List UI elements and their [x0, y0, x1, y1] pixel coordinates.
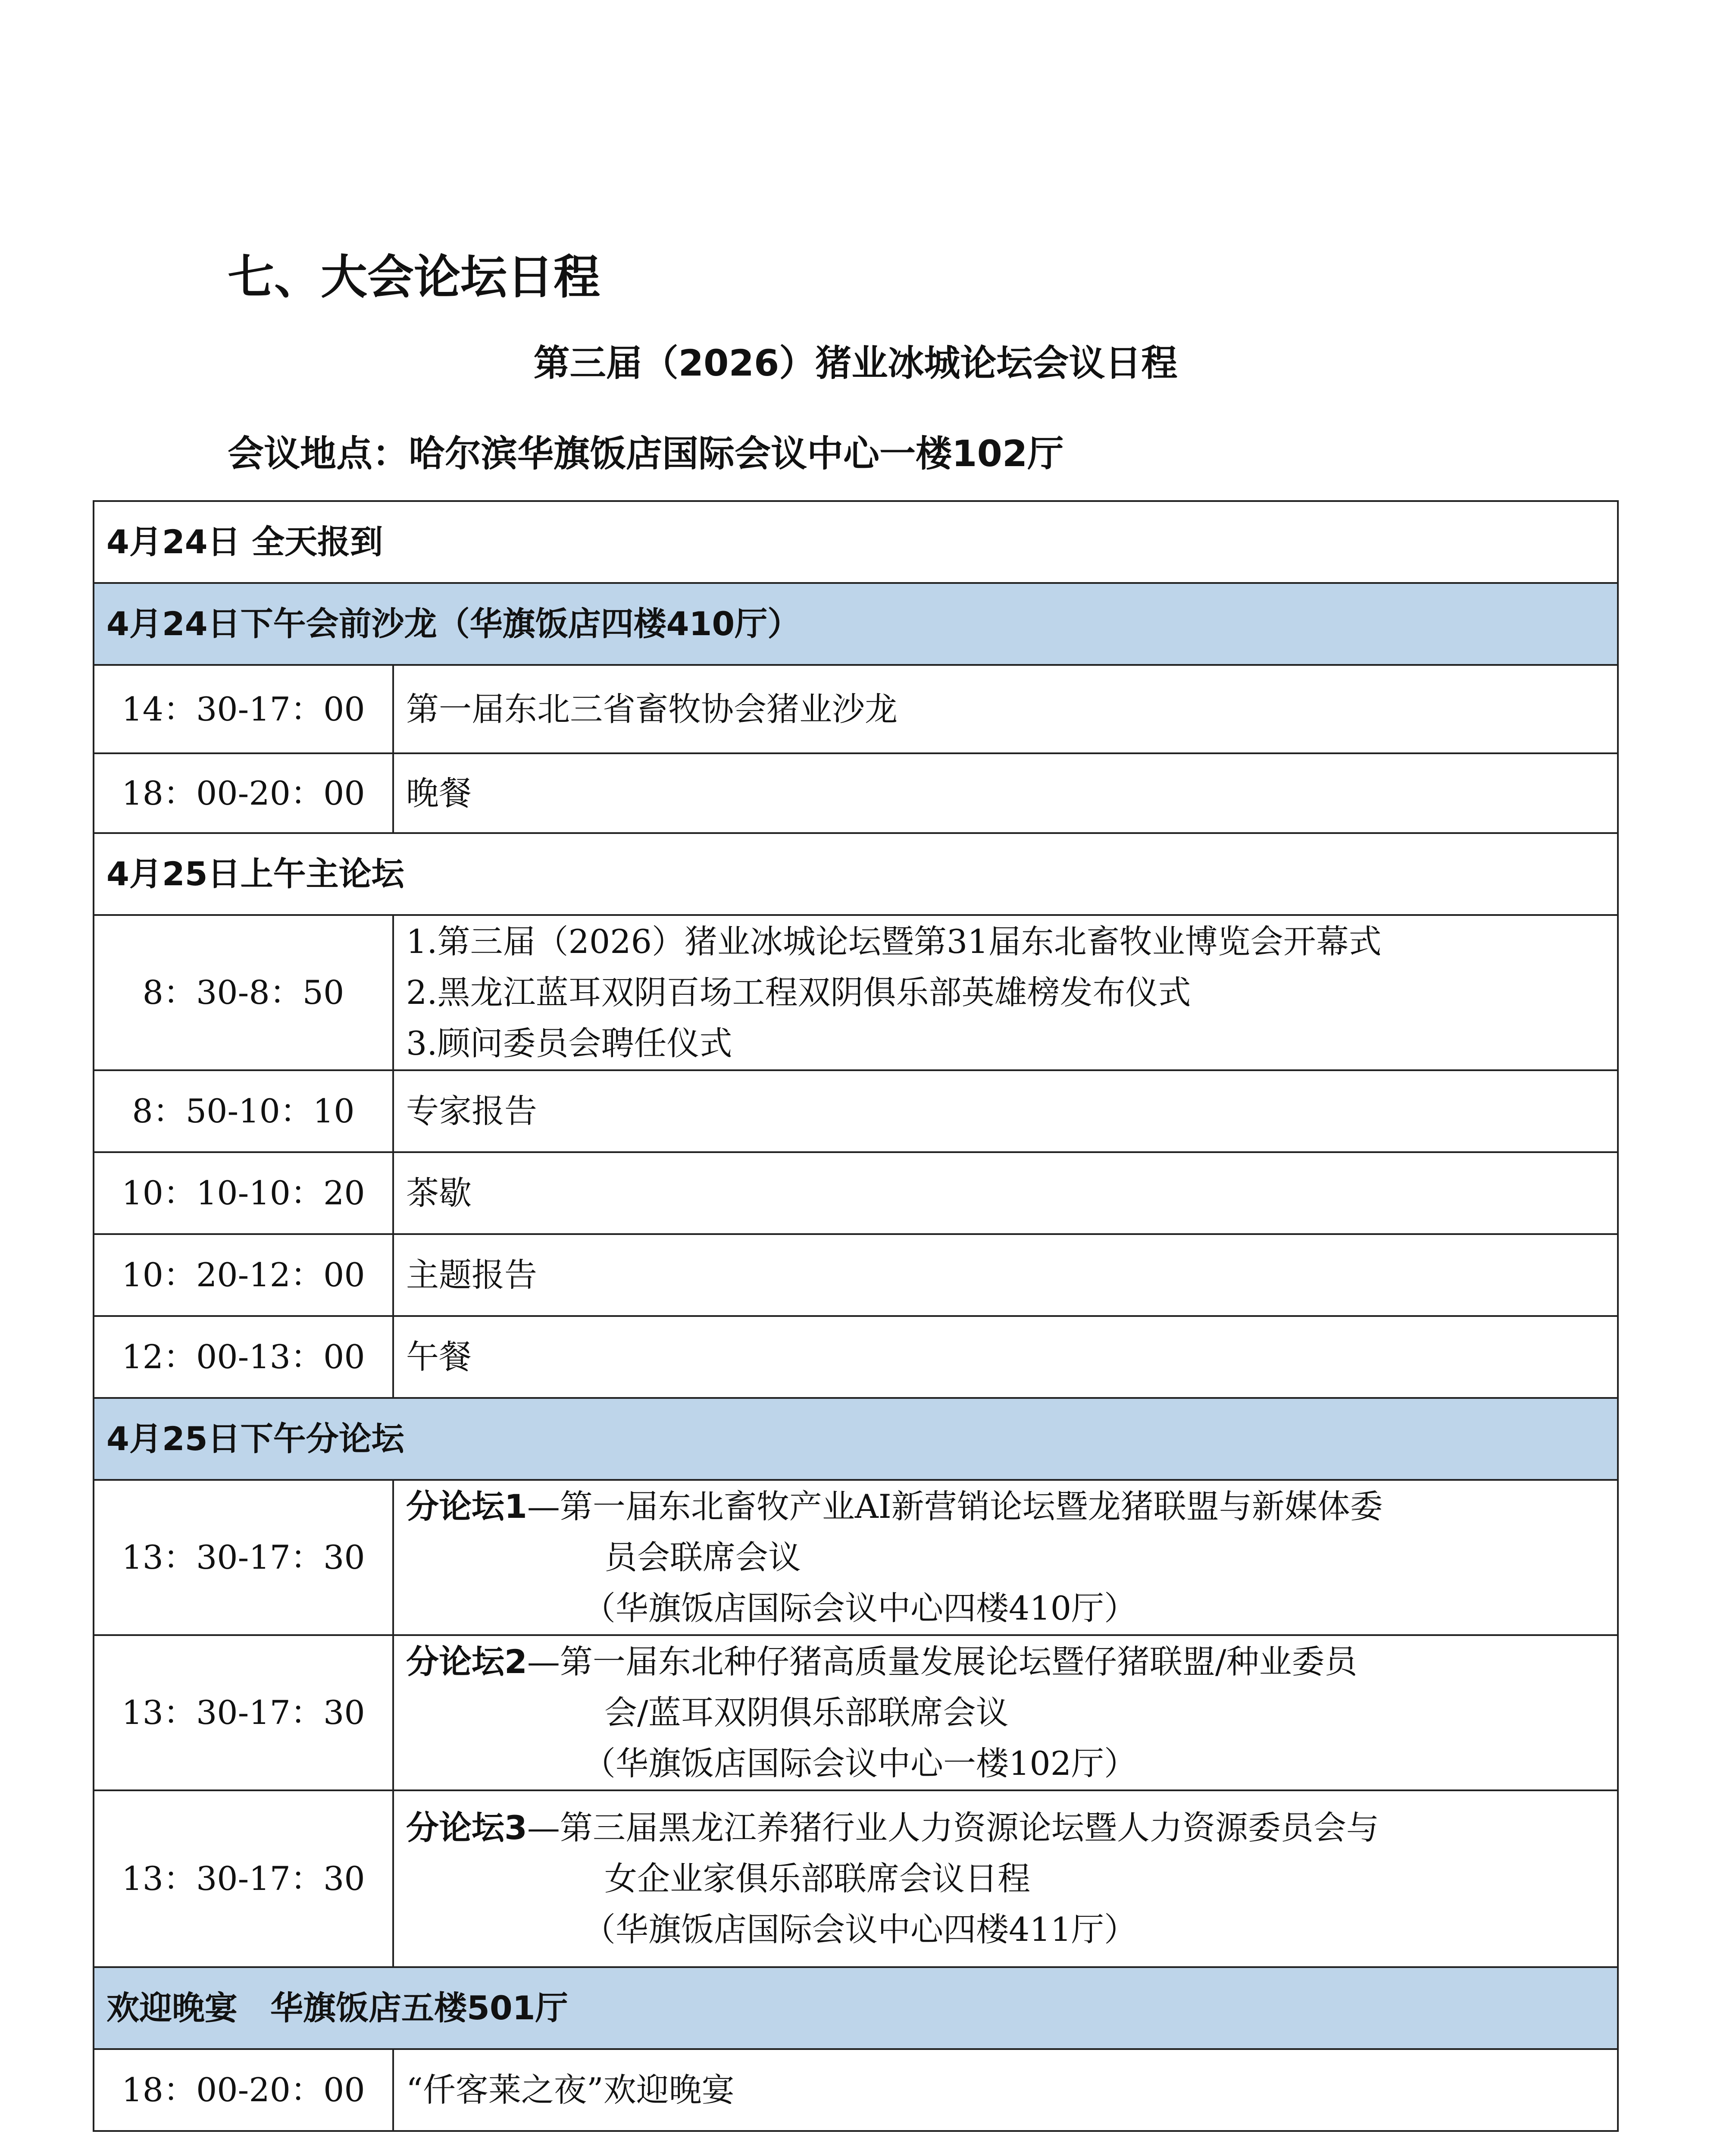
table-row: [94, 1635, 1618, 1790]
sub-forum-header: 4月25日下午分论坛: [94, 1398, 1618, 1480]
desc-cell: 午餐: [393, 1316, 1618, 1398]
main-forum-header: 4月25日上午主论坛: [94, 833, 1618, 915]
sub-forum-venue: （华旗饭店国际会议中心四楼411厅）: [583, 1910, 1137, 1949]
time-cell: 12：00-13：00: [94, 1316, 393, 1398]
table-row: [94, 1234, 1618, 1316]
sub-forum-title: —第一届东北畜牧产业AI新营销论坛暨龙猪联盟与新媒体委: [527, 1487, 1383, 1526]
table-row: [94, 1152, 1618, 1234]
sub-forum-cell: [393, 1635, 1618, 1790]
sub-forum-title: —第三届黑龙江养猪行业人力资源论坛暨人力资源委员会与: [527, 1808, 1379, 1847]
desc-cell: 专家报告: [393, 1070, 1618, 1152]
desc-cell: 晚餐: [393, 753, 1618, 833]
sub-forum-venue: （华旗饭店国际会议中心一楼102厅）: [583, 1744, 1137, 1783]
time-cell: 18：00-20：00: [94, 2049, 393, 2131]
time-cell: 10：20-12：00: [94, 1234, 393, 1316]
sub-forum-label: 分论坛1: [406, 1487, 527, 1526]
desc-cell: “仟客莱之夜”欢迎晚宴: [393, 2049, 1618, 2131]
opening-item: 1.第三届（2026）猪业冰城论坛暨第31届东北畜牧业博览会开幕式: [406, 922, 1382, 961]
salon-header: 4月24日下午会前沙龙（华旗饭店四楼410厅）: [94, 583, 1618, 665]
page-title: 第三届（2026）猪业冰城论坛会议日程: [533, 342, 1178, 384]
main-header-row: [94, 833, 1618, 915]
registration-row: [94, 501, 1618, 583]
time-cell: 10：10-10：20: [94, 1152, 393, 1234]
sub-forum-cell: [393, 1480, 1618, 1635]
sub-forum-venue: （华旗饭店国际会议中心四楼410厅）: [583, 1589, 1137, 1627]
opening-item: 3.顾问委员会聘任仪式: [406, 1024, 732, 1062]
sub-forum-header-row: [94, 1398, 1618, 1480]
sub-forum-label: 分论坛2: [406, 1642, 527, 1681]
table-row: [94, 665, 1618, 753]
meeting-location: 会议地点：哈尔滨华旗饭店国际会议中心一楼102厅: [228, 432, 1064, 475]
time-cell: 8：50-10：10: [94, 1070, 393, 1152]
opening-item: 2.黑龙江蓝耳双阴百场工程双阴俱乐部英雄榜发布仪式: [406, 973, 1191, 1012]
time-cell: 18：00-20：00: [94, 753, 393, 833]
registration-header: 4月24日 全天报到: [94, 501, 1618, 583]
table-row: [94, 2049, 1618, 2131]
schedule-table: [93, 500, 1619, 2132]
time-cell: 13：30-17：30: [94, 1790, 393, 1967]
time-cell: 13：30-17：30: [94, 1635, 393, 1790]
table-row: [94, 1790, 1618, 1967]
time-cell: 8：30-8：50: [94, 915, 393, 1070]
table-row: [94, 915, 1618, 1070]
desc-cell: 茶歇: [393, 1152, 1618, 1234]
time-cell: 13：30-17：30: [94, 1480, 393, 1635]
desc-cell: 主题报告: [393, 1234, 1618, 1316]
banquet-header-row: [94, 1967, 1618, 2049]
section-heading: 七、大会论坛日程: [228, 251, 601, 304]
banquet-header: 欢迎晚宴 华旗饭店五楼501厅: [94, 1967, 1618, 2049]
sub-forum-title: —第一届东北种仔猪高质量发展论坛暨仔猪联盟/种业委员: [527, 1642, 1358, 1681]
table-row: [94, 1480, 1618, 1635]
time-cell: 14：30-17：00: [94, 665, 393, 753]
desc-cell: 第一届东北三省畜牧协会猪业沙龙: [393, 665, 1618, 753]
sub-forum-title-cont: 会/蓝耳双阴俱乐部联席会议: [604, 1693, 1009, 1732]
table-row: [94, 1070, 1618, 1152]
sub-forum-title-cont: 女企业家俱乐部联席会议日程: [604, 1859, 1030, 1898]
table-row: [94, 1316, 1618, 1398]
sub-forum-cell: [393, 1790, 1618, 1967]
sub-forum-label: 分论坛3: [406, 1808, 527, 1847]
opening-items-cell: [393, 915, 1618, 1070]
table-row: [94, 753, 1618, 833]
salon-header-row: [94, 583, 1618, 665]
sub-forum-title-cont: 员会联席会议: [604, 1538, 801, 1576]
